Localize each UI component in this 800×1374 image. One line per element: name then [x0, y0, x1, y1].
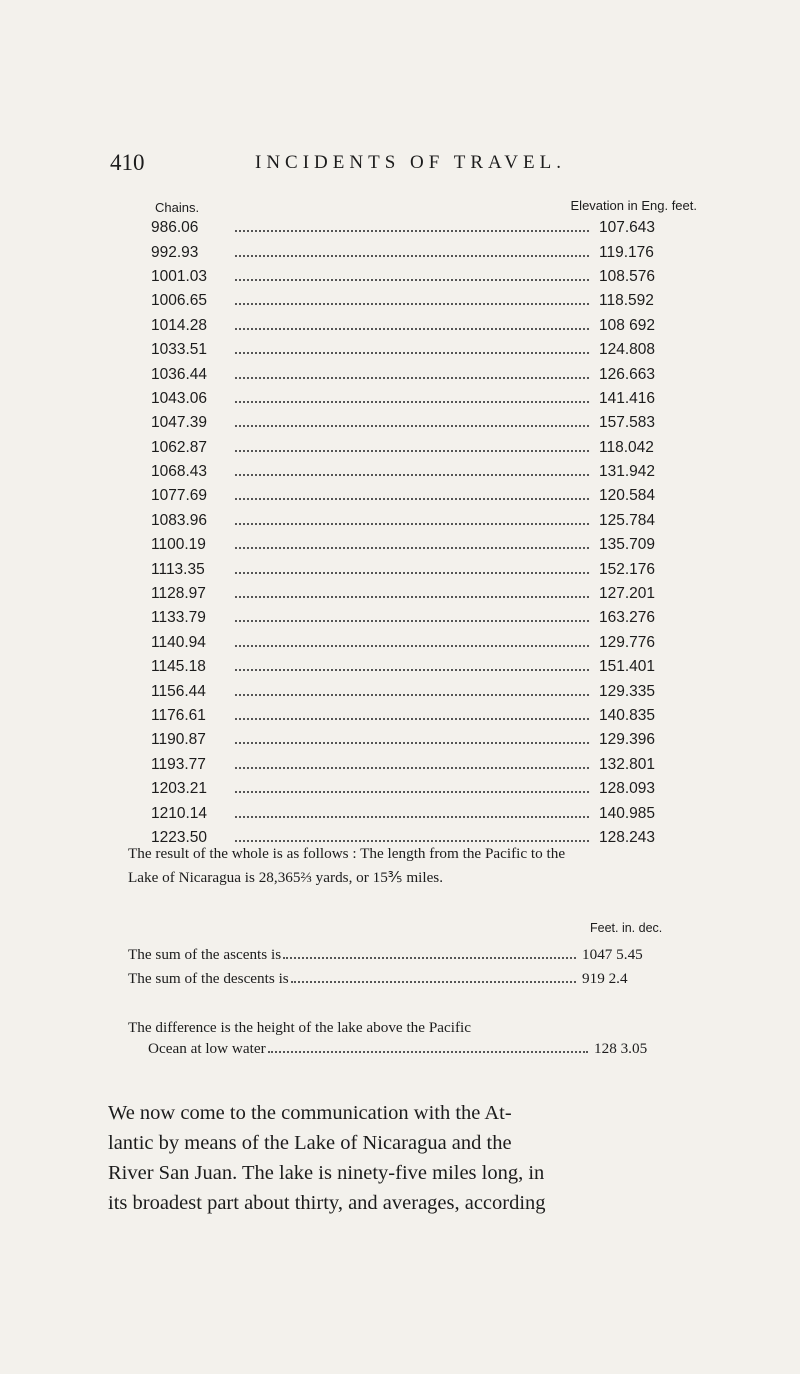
table-row: [151, 801, 667, 825]
table-row: [151, 411, 667, 435]
chain-value: 1014.28: [151, 316, 208, 334]
elevation-value: 119.176: [599, 243, 654, 261]
chain-value: 1033.51: [151, 341, 208, 359]
table-row: [151, 582, 667, 606]
dot-leader: [235, 767, 589, 769]
chain-value: 1133.79: [151, 609, 206, 627]
chain-value: 1140.94: [151, 633, 206, 651]
table-row: [151, 557, 667, 581]
dot-leader: [235, 230, 589, 232]
dot-leader: [235, 328, 589, 330]
dot-leader: [291, 981, 576, 983]
table-row: [151, 387, 667, 411]
dot-leader: [283, 957, 576, 959]
elevation-value: 141.416: [599, 389, 656, 407]
dot-leader: [235, 401, 589, 403]
chain-value: 1100.19: [151, 536, 206, 554]
table-row: [151, 728, 667, 752]
elevation-column-header: Elevation in Eng. feet.: [570, 198, 697, 213]
table-row: [151, 704, 667, 728]
table-row: [151, 484, 667, 508]
table-row: [151, 606, 667, 630]
table-row: [151, 338, 667, 362]
elevation-value: 128.093: [599, 780, 656, 798]
dot-leader: [235, 352, 589, 354]
chain-value: 1043.06: [151, 389, 208, 407]
chain-value: 1156.44: [151, 682, 206, 700]
dot-leader: [268, 1051, 588, 1053]
table-rows: [151, 216, 667, 850]
chain-value: 1145.18: [151, 658, 206, 676]
chain-value: 1203.21: [151, 780, 208, 798]
body-line-2: lantic by means of the Lake of Nicaragua and the: [108, 1132, 512, 1154]
table-row: [151, 216, 667, 240]
elevation-value: 163.276: [599, 609, 656, 627]
dot-leader: [235, 425, 589, 427]
chain-value: 1006.65: [151, 292, 208, 310]
difference-line-1: The difference is the height of the lake above the Pacific: [128, 1019, 471, 1036]
table-row: [151, 509, 667, 533]
table-row: [151, 533, 667, 557]
descents-value: 919 2.4: [582, 970, 628, 987]
difference-value: 128 3.05: [594, 1040, 648, 1057]
dot-leader: [235, 255, 589, 257]
elevation-value: 118.042: [599, 438, 654, 456]
dot-leader: [235, 742, 589, 744]
result-line-2: Lake of Nicaragua is 28,365⅔ yards, or 15⅗ miles.: [128, 869, 444, 886]
elevation-value: 118.592: [599, 292, 654, 310]
body-line-1: We now come to the communication with the At-: [108, 1102, 512, 1124]
chain-value: 1223.50: [151, 828, 208, 846]
body-paragraph: [108, 1098, 708, 1218]
table-row: [151, 362, 667, 386]
chain-value: 1077.69: [151, 487, 208, 505]
table-row: [151, 240, 667, 264]
chain-value: 1062.87: [151, 438, 208, 456]
units-header: Feet. in. dec.: [590, 921, 663, 935]
page-number: 410: [110, 150, 145, 175]
elevation-value: 128.243: [599, 828, 656, 846]
ascents-value: 1047 5.45: [582, 946, 643, 963]
dot-leader: [235, 377, 589, 379]
dot-leader: [235, 498, 589, 500]
chain-value: 1190.87: [151, 731, 206, 749]
difference-label: Ocean at low water: [148, 1040, 266, 1057]
body-line-4: its broadest part about thirty, and averages, according: [108, 1192, 546, 1214]
chain-value: 1210.14: [151, 804, 208, 822]
elevation-value: 157.583: [599, 414, 656, 432]
table-row: [151, 631, 667, 655]
dot-leader: [235, 547, 589, 549]
elevation-value: 127.201: [599, 585, 656, 603]
elevation-value: 135.709: [599, 536, 656, 554]
body-line-3: River San Juan. The lake is ninety-five miles long, in: [108, 1162, 545, 1184]
elevation-value: 129.396: [599, 731, 656, 749]
ascents-line: [128, 946, 668, 964]
dot-leader: [235, 669, 589, 671]
result-line-1: The result of the whole is as follows : The length from the Pacific to the: [128, 845, 566, 862]
dot-leader: [235, 645, 589, 647]
chain-value: 1068.43: [151, 463, 208, 481]
elevation-value: 151.401: [599, 658, 656, 676]
chain-value: 986.06: [151, 219, 199, 237]
result-paragraph: [128, 842, 708, 890]
table-row: [151, 460, 667, 484]
elevation-value: 152.176: [599, 560, 656, 578]
chain-value: 1128.97: [151, 585, 206, 603]
table-row: [151, 679, 667, 703]
chain-value: 1047.39: [151, 414, 208, 432]
descents-label: The sum of the descents is: [128, 970, 289, 987]
difference-line-2: [148, 1040, 668, 1058]
elevation-value: 108 692: [599, 316, 656, 334]
elevation-value: 126.663: [599, 365, 656, 383]
table-row: [151, 753, 667, 777]
dot-leader: [235, 816, 589, 818]
chain-value: 1036.44: [151, 365, 208, 383]
dot-leader: [235, 694, 589, 696]
chain-value: 992.93: [151, 243, 199, 261]
elevation-value: 129.335: [599, 682, 656, 700]
chain-value: 1113.35: [151, 560, 205, 578]
elevation-value: 124.808: [599, 341, 656, 359]
running-title: INCIDENTS OF TRAVEL.: [255, 152, 566, 173]
elevation-value: 132.801: [599, 755, 656, 773]
elevation-value: 140.835: [599, 707, 656, 724]
elevation-value: 140.985: [599, 804, 656, 822]
dot-leader: [235, 474, 589, 476]
table-row: [151, 289, 667, 313]
table-row: [151, 314, 667, 338]
table-row: [151, 655, 667, 679]
dot-leader: [235, 718, 589, 720]
dot-leader: [235, 450, 589, 452]
elevation-value: 125.784: [599, 511, 656, 529]
descents-line: [128, 970, 668, 988]
dot-leader: [235, 572, 589, 574]
elevation-value: 108.576: [599, 267, 656, 285]
chain-value: 1083.96: [151, 511, 208, 529]
table-row: [151, 777, 667, 801]
elevation-value: 107.643: [599, 219, 656, 237]
dot-leader: [235, 620, 589, 622]
dot-leader: [235, 303, 589, 305]
chains-column-header: Chains.: [155, 200, 200, 215]
dot-leader: [235, 596, 589, 598]
elevation-value: 120.584: [599, 487, 656, 505]
dot-leader: [235, 791, 589, 793]
chain-value: 1193.77: [151, 755, 206, 773]
dot-leader: [235, 523, 589, 525]
ascents-label: The sum of the ascents is: [128, 946, 282, 963]
chain-value: 1001.03: [151, 267, 208, 285]
page-header: [110, 150, 710, 180]
dot-leader: [235, 279, 589, 281]
table-row: [151, 436, 667, 460]
chain-value: 1176.61: [151, 707, 206, 724]
elevation-value: 131.942: [599, 463, 656, 481]
table-row: [151, 265, 667, 289]
elevation-value: 129.776: [599, 633, 656, 651]
